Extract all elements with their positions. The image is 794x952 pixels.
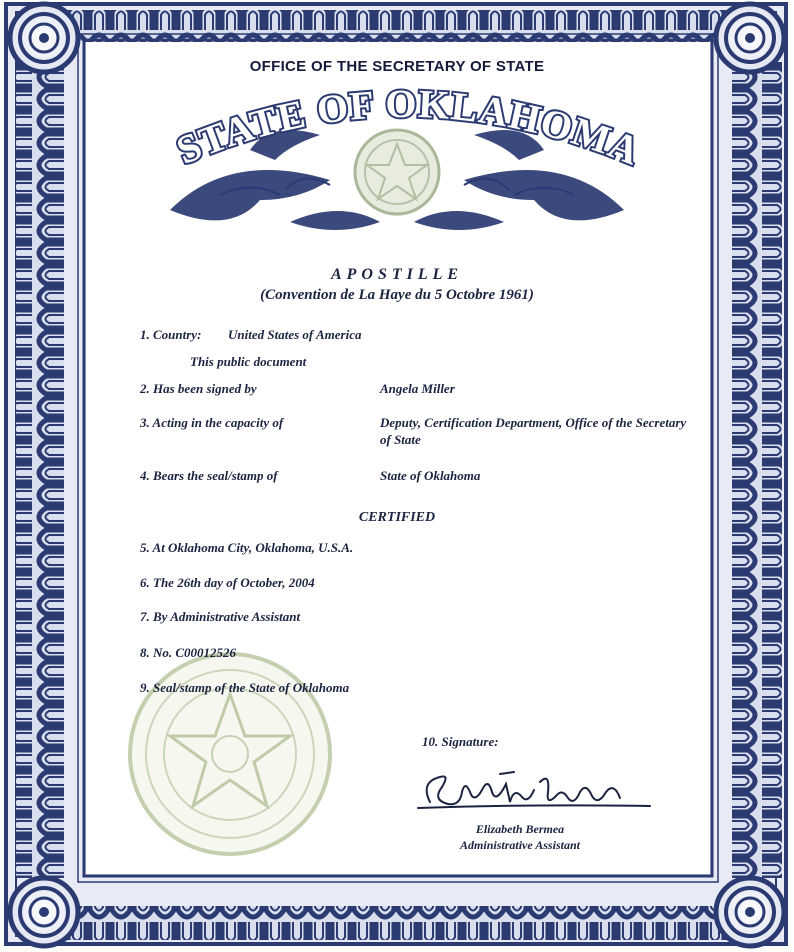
signer-name: Elizabeth Bermea bbox=[475, 822, 565, 836]
field-9: 9. Seal/stamp of the State of Oklahoma bbox=[140, 680, 350, 695]
field-10-label: 10. Signature: bbox=[422, 734, 499, 749]
field-3-label: 3. Acting in the capacity of bbox=[140, 415, 284, 430]
office-heading: OFFICE OF THE SECRETARY OF STATE bbox=[249, 58, 545, 75]
convention-subtitle: (Convention de La Haye du 5 Octobre 1961) bbox=[260, 287, 534, 303]
field-2-label: 2. Has been signed by bbox=[140, 381, 257, 396]
corner-rosette-br bbox=[716, 878, 784, 946]
public-document-label: This public document bbox=[190, 354, 307, 369]
field-4-value: State of Oklahoma bbox=[380, 468, 481, 483]
field-8: 8. No. C00012526 bbox=[140, 645, 237, 660]
state-title-text: STATE OF OKLAHOMA bbox=[170, 80, 647, 174]
signer-title: Administrative Assistant bbox=[460, 838, 580, 852]
field-5: 5. At Oklahoma City, Oklahoma, U.S.A. bbox=[140, 540, 354, 555]
corner-rosette-bl bbox=[10, 878, 78, 946]
field-3-value: Deputy, Certification Department, Office of the Secretary of State bbox=[380, 415, 687, 447]
field-4-label: 4. Bears the seal/stamp of bbox=[140, 468, 278, 483]
field-7: 7. By Administrative Assistant bbox=[140, 609, 301, 624]
field-2-value: Angela Miller bbox=[380, 381, 455, 396]
field-1-label: 1. Country: bbox=[140, 327, 202, 342]
apostille-title: APOSTILLE bbox=[330, 266, 464, 283]
handwritten-signature bbox=[410, 762, 660, 822]
certified-heading: CERTIFIED bbox=[358, 510, 436, 525]
state-seal-emblem bbox=[355, 130, 439, 214]
field-6: 6. The 26th day of October, 2004 bbox=[140, 575, 315, 590]
field-1-value: United States of America bbox=[228, 327, 362, 342]
state-banner bbox=[0, 0, 794, 260]
